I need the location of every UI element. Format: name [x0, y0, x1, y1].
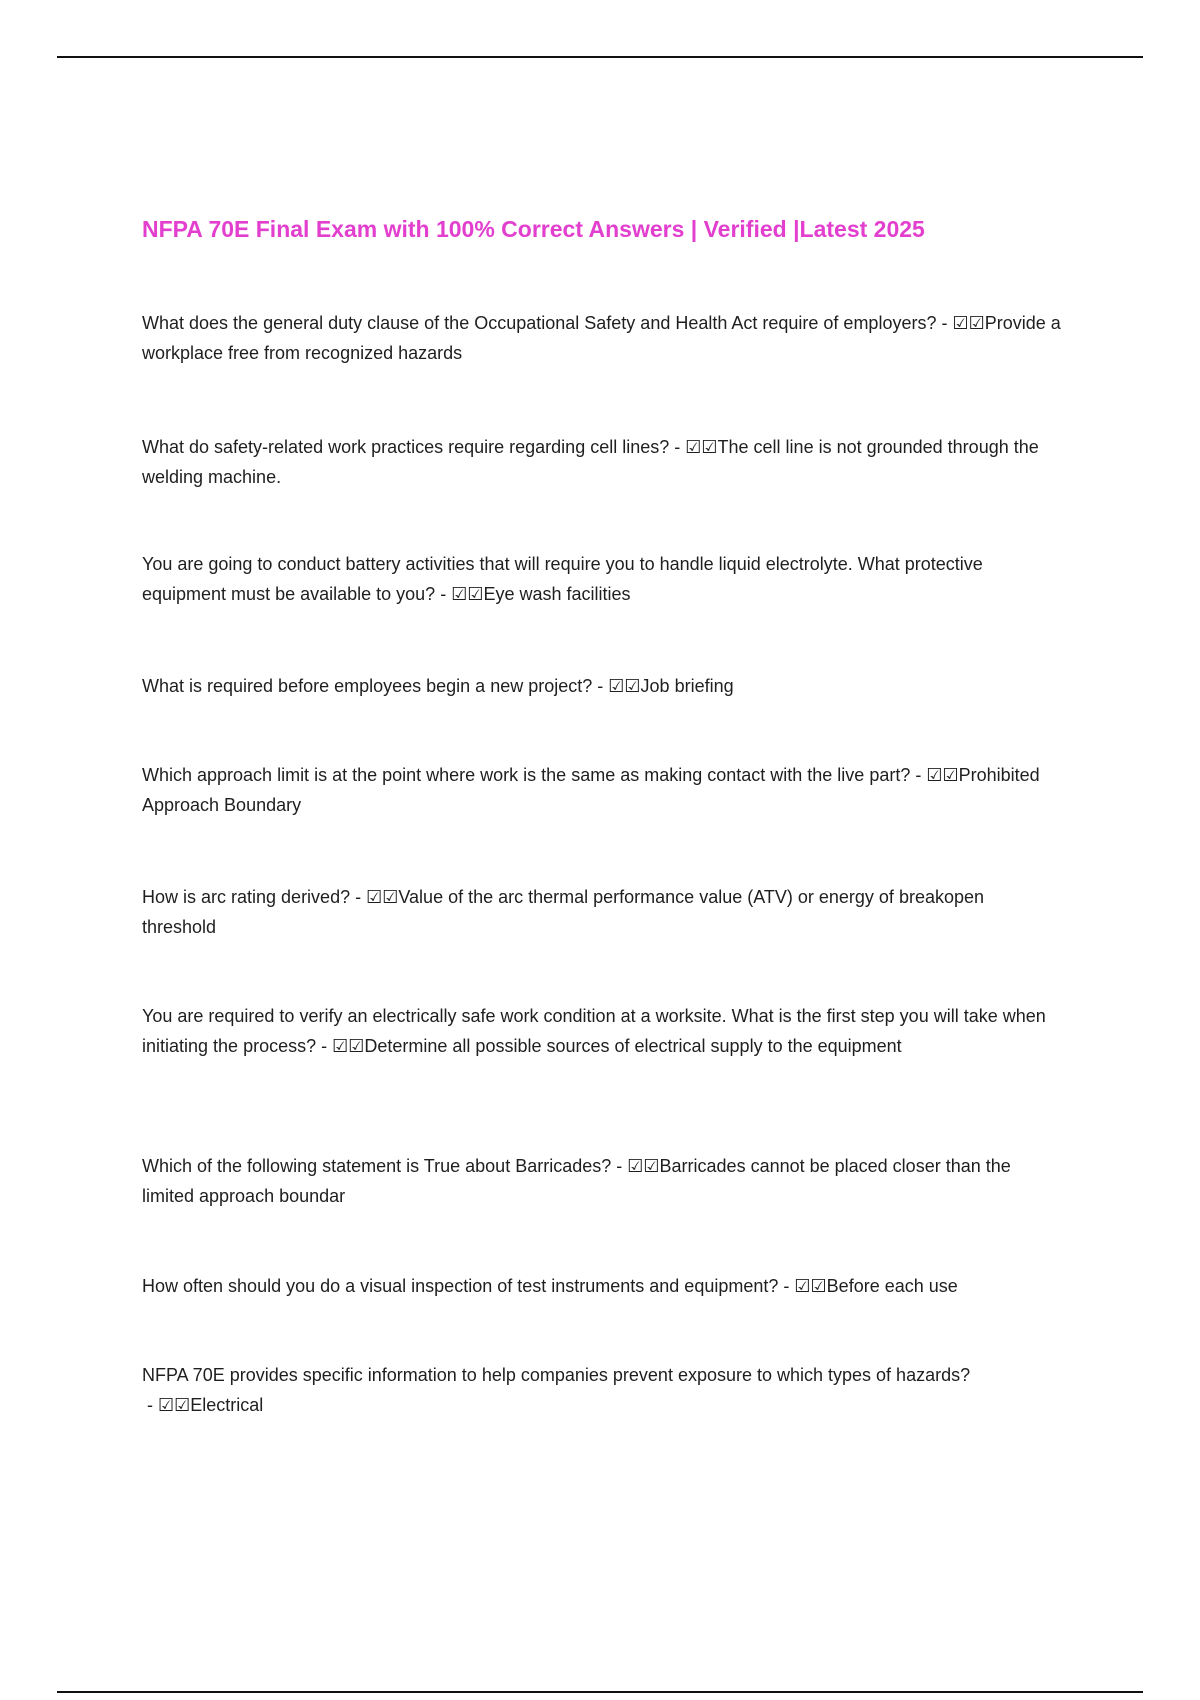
- checkmark-icon: ☑☑: [451, 584, 484, 604]
- separator: -: [316, 1036, 333, 1056]
- document-title: NFPA 70E Final Exam with 100% Correct Answers | Verified |Latest 2025: [142, 216, 925, 242]
- separator: -: [350, 887, 367, 907]
- checkmark-icon: ☑☑: [952, 313, 985, 333]
- footer-rule: [57, 1691, 1143, 1693]
- question-text: What do safety-related work practices require regarding cell lines?: [142, 437, 670, 457]
- answer-text: Barricades cannot be placed closer than the limited approach boundar: [142, 1156, 1011, 1206]
- question-text: How is arc rating derived?: [142, 887, 351, 907]
- question-text: Which approach limit is at the point where work is the same as making contact with the live part?: [142, 765, 911, 785]
- checkmark-icon: ☑☑: [158, 1395, 191, 1415]
- question-text: What does the general duty clause of the Occupational Safety and Health Act require of employers?: [142, 313, 937, 333]
- separator: -: [142, 1395, 158, 1415]
- qa-item: [142, 671, 1062, 701]
- answer-text: Electrical: [190, 1395, 264, 1415]
- header-rule: [57, 56, 1143, 58]
- question-text: You are going to conduct battery activities that will require you to handle liquid electrolyte. What protective equipment must be available to you?: [142, 554, 983, 604]
- separator: -: [611, 1156, 628, 1176]
- qa-item: [142, 1360, 1062, 1420]
- answer-text: Value of the arc thermal performance value (ATV) or energy of breakopen threshold: [142, 887, 985, 937]
- question-text: What is required before employees begin a new project?: [142, 676, 593, 696]
- question-text: NFPA 70E provides specific information to help companies prevent exposure to which types of hazards?: [142, 1365, 971, 1385]
- separator: -: [435, 584, 452, 604]
- separator: -: [778, 1276, 795, 1296]
- qa-item: [142, 760, 1062, 820]
- checkmark-icon: ☑☑: [627, 1156, 660, 1176]
- separator: -: [592, 676, 609, 696]
- answer-text: Prohibited Approach Boundary: [142, 765, 1040, 815]
- checkmark-icon: ☑☑: [366, 887, 399, 907]
- checkmark-icon: ☑☑: [685, 437, 718, 457]
- answer-text: Job briefing: [640, 676, 734, 696]
- separator: -: [910, 765, 927, 785]
- question-text: How often should you do a visual inspection of test instruments and equipment?: [142, 1276, 779, 1296]
- answer-text: The cell line is not grounded through the welding machine.: [142, 437, 1039, 487]
- answer-text: Determine all possible sources of electrical supply to the equipment: [364, 1036, 902, 1056]
- checkmark-icon: ☑☑: [926, 765, 959, 785]
- qa-item: [142, 432, 1062, 492]
- answer-text: Eye wash facilities: [483, 584, 631, 604]
- qa-item: [142, 1001, 1062, 1061]
- checkmark-icon: ☑☑: [608, 676, 641, 696]
- answer-text: Before each use: [826, 1276, 958, 1296]
- separator: -: [936, 313, 953, 333]
- checkmark-icon: ☑☑: [332, 1036, 365, 1056]
- qa-item: [142, 1271, 1062, 1301]
- qa-item: [142, 882, 1062, 942]
- qa-item: [142, 1151, 1062, 1211]
- question-text: Which of the following statement is True about Barricades?: [142, 1156, 612, 1176]
- separator: -: [669, 437, 686, 457]
- answer-text: Provide a workplace free from recognized hazards: [142, 313, 1061, 363]
- qa-item: [142, 308, 1062, 368]
- checkmark-icon: ☑☑: [794, 1276, 827, 1296]
- qa-item: [142, 549, 1062, 609]
- question-text: You are required to verify an electrically safe work condition at a worksite. What is the first step you will take when initiating the process?: [142, 1006, 1046, 1056]
